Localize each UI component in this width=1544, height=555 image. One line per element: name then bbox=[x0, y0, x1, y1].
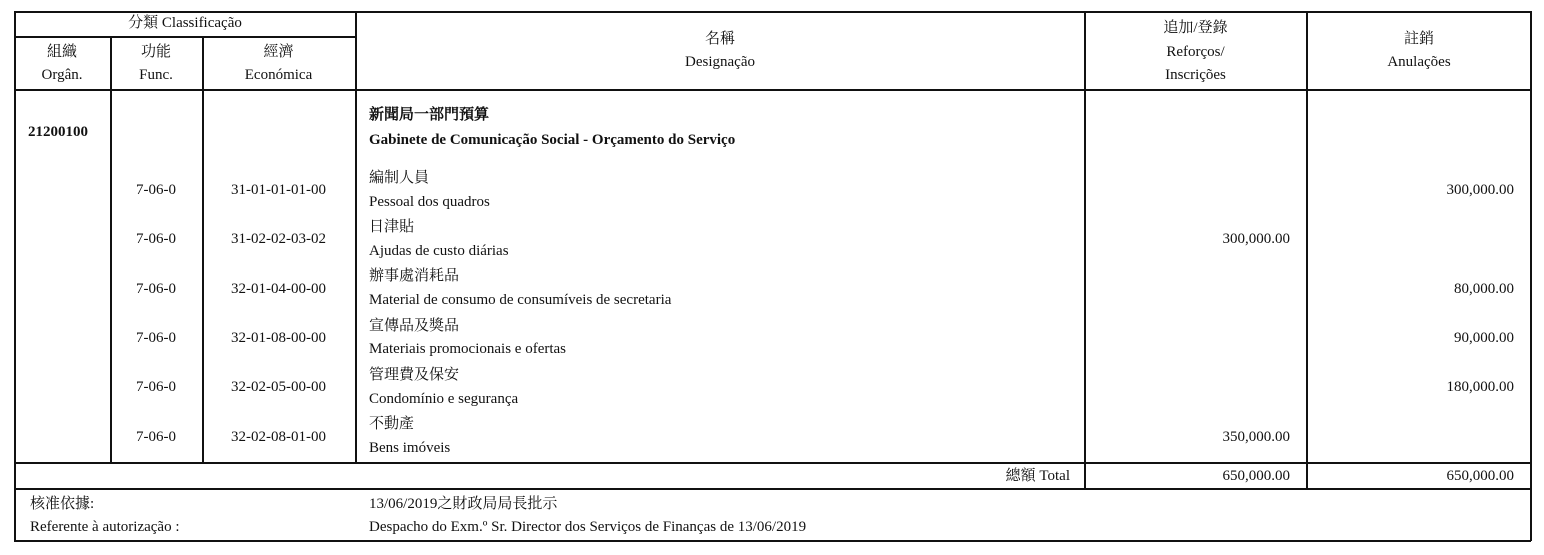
row-econ: 32-02-08-01-00 bbox=[231, 429, 326, 445]
header-desig-zh: 名稱 bbox=[704, 31, 735, 47]
row-anulacao: 90,000.00 bbox=[1454, 330, 1514, 346]
total-reforcos: 650,000.00 bbox=[1222, 468, 1290, 484]
col-divider-organ bbox=[110, 36, 112, 463]
row-func: 7-06-0 bbox=[136, 231, 176, 247]
row-anulacao: 300,000.00 bbox=[1446, 182, 1514, 198]
row-func: 7-06-0 bbox=[136, 330, 176, 346]
header-classification: 分類 Classificação bbox=[128, 15, 242, 31]
row-name-zh: 不動產 bbox=[369, 416, 415, 432]
header-func-zh: 功能 bbox=[140, 44, 171, 60]
row-econ: 32-01-04-00-00 bbox=[231, 281, 326, 297]
row-name-zh: 管理費及保安 bbox=[369, 367, 460, 383]
header-reforcos-zh: 追加/登錄 bbox=[1163, 20, 1228, 36]
footer-label-zh: 核准依據: bbox=[30, 496, 95, 512]
row-name-zh: 宣傳品及獎品 bbox=[369, 318, 460, 334]
header-econ-pt: Económica bbox=[244, 67, 313, 83]
row-name-pt: Material de consumo de consumíveis de secretaria bbox=[369, 292, 672, 308]
header-organ-pt: Orgân. bbox=[41, 67, 83, 83]
row-name-pt: Ajudas de custo diárias bbox=[369, 243, 509, 259]
col-divider-func bbox=[202, 36, 204, 463]
footer-label-pt: Referente à autorização : bbox=[30, 519, 180, 535]
header-organ-zh: 組織 bbox=[46, 44, 77, 60]
rule-total-top bbox=[14, 462, 1531, 464]
row-name-pt: Condomínio e segurança bbox=[369, 391, 519, 407]
row-func: 7-06-0 bbox=[136, 182, 176, 198]
header-anulacoes-zh: 註銷 bbox=[1403, 31, 1434, 47]
row-name-pt: Materiais promocionais e ofertas bbox=[369, 341, 567, 357]
border-left bbox=[14, 11, 16, 541]
header-func-pt: Func. bbox=[139, 67, 173, 83]
rule-classification-under bbox=[14, 36, 356, 38]
row-econ: 32-01-08-00-00 bbox=[231, 330, 326, 346]
border-right bbox=[1530, 11, 1532, 541]
header-anulacoes-pt: Anulações bbox=[1387, 54, 1451, 70]
header-desig-pt: Designação bbox=[685, 54, 755, 70]
col-divider-econ bbox=[355, 11, 357, 463]
header-econ-zh: 經濟 bbox=[263, 44, 294, 60]
header-reforcos-pt2: Inscrições bbox=[1165, 67, 1226, 83]
row-econ: 31-02-02-03-02 bbox=[231, 231, 326, 247]
border-bottom bbox=[14, 540, 1531, 542]
row-econ: 31-01-01-01-00 bbox=[231, 182, 326, 198]
service-name-zh: 新聞局一部門預算 bbox=[369, 107, 490, 123]
row-func: 7-06-0 bbox=[136, 429, 176, 445]
total-label: 總額 Total bbox=[1005, 468, 1070, 484]
row-func: 7-06-0 bbox=[136, 379, 176, 395]
footer-value-zh: 13/06/2019之財政局局長批示 bbox=[369, 496, 558, 512]
row-anulacao: 180,000.00 bbox=[1446, 379, 1514, 395]
rule-header-bottom bbox=[14, 89, 1531, 91]
header-reforcos-pt1: Reforços/ bbox=[1166, 44, 1225, 60]
row-reforco: 350,000.00 bbox=[1222, 429, 1290, 445]
row-name-pt: Bens imóveis bbox=[369, 440, 451, 456]
col-divider-reforcos bbox=[1306, 11, 1308, 489]
row-name-zh: 編制人員 bbox=[369, 170, 430, 186]
total-anulacoes: 650,000.00 bbox=[1446, 468, 1514, 484]
footer-value-pt: Despacho do Exm.º Sr. Director dos Serviços de Finanças de 13/06/2019 bbox=[369, 519, 807, 535]
organ-code: 21200100 bbox=[28, 124, 88, 140]
rule-total-bottom bbox=[14, 488, 1531, 490]
row-anulacao: 80,000.00 bbox=[1454, 281, 1514, 297]
row-reforco: 300,000.00 bbox=[1222, 231, 1290, 247]
row-name-pt: Pessoal dos quadros bbox=[369, 194, 490, 210]
service-name-pt: Gabinete de Comunicação Social - Orçamento do Serviço bbox=[369, 132, 736, 148]
row-func: 7-06-0 bbox=[136, 281, 176, 297]
row-econ: 32-02-05-00-00 bbox=[231, 379, 326, 395]
row-name-zh: 辦事處消耗品 bbox=[369, 268, 460, 284]
row-name-zh: 日津貼 bbox=[369, 219, 415, 235]
